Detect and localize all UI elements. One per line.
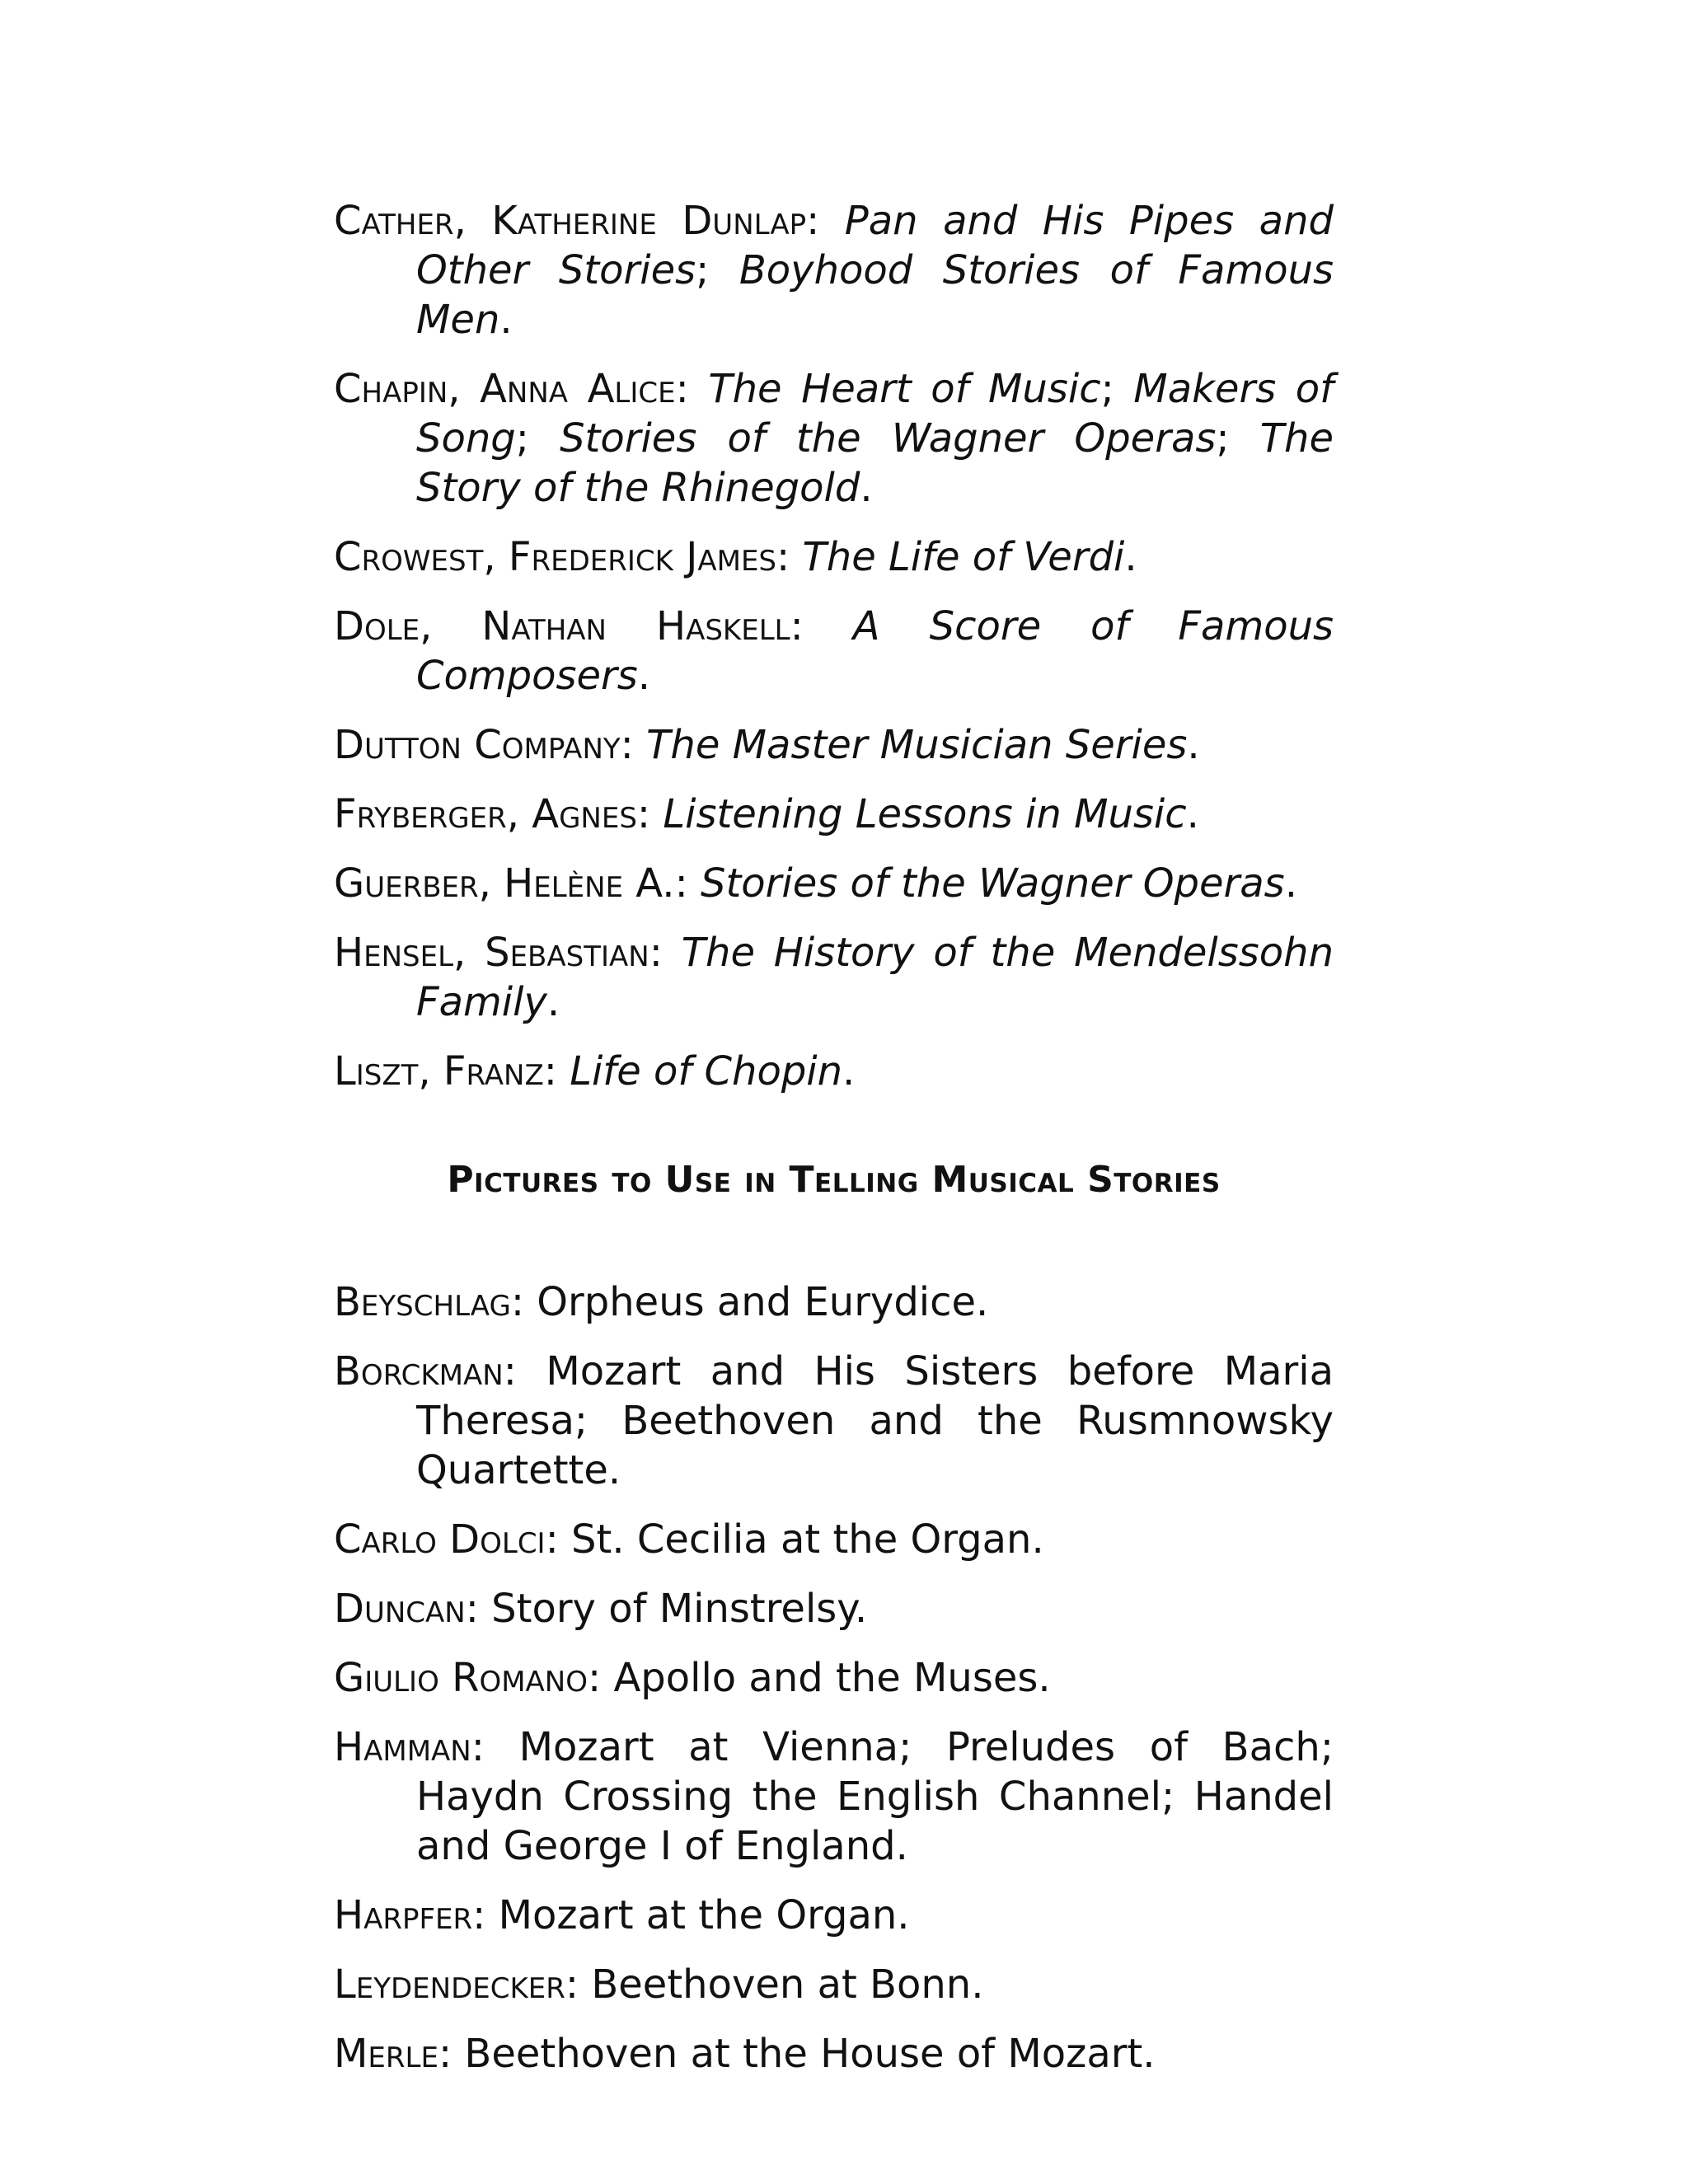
picture-list <box>334 1277 1334 2079</box>
author-name: Guerber, Helène A. <box>334 860 675 907</box>
book-entry: Cather, Katherine Dunlap: Pan and His Pipes and Other Stories; Boyhood Stories of Famous Men. <box>334 198 1334 343</box>
picture-title: Beethoven at Bonn. <box>591 1961 984 2008</box>
work-title: The Heart of Music <box>708 366 1101 412</box>
book-list <box>334 196 1334 1096</box>
artist-name: Beyschlag <box>334 1279 511 1325</box>
picture-title: Story of Minstrelsy. <box>491 1586 868 1632</box>
picture-title: Mozart at the Organ. <box>498 1892 910 1938</box>
picture-title: Mozart and His Sisters before Maria Theresa; Beethoven and the Rusmnowsky Quartette. <box>416 1348 1334 1493</box>
artist-name: Duncan <box>334 1586 466 1632</box>
work-title: Stories of the Wagner Operas <box>560 415 1217 462</box>
picture-entry: Merle: Beethoven at the House of Mozart. <box>334 2031 1156 2077</box>
picture-entry: Beyschlag: Orpheus and Eurydice. <box>334 1279 989 1325</box>
picture-title: Apollo and the Muses. <box>613 1655 1051 1701</box>
author-name: Hensel, Sebastian <box>334 930 649 976</box>
picture-entry: Carlo Dolci: St. Cecilia at the Organ. <box>334 1516 1044 1563</box>
picture-entry: Harpfer: Mozart at the Organ. <box>334 1892 910 1938</box>
work-title: The Story of the Rhinegold <box>416 415 1334 511</box>
section-heading: Pictures to Use in Telling Musical Stories <box>447 1159 1221 1201</box>
artist-name: Carlo Dolci <box>334 1516 546 1563</box>
work-title: Makers of Song <box>416 366 1334 462</box>
artist-name: Leydendecker <box>334 1961 565 2008</box>
work-title: Life of Chopin <box>570 1048 843 1094</box>
artist-name: Merle <box>334 2031 438 2077</box>
author-name: Dutton Company <box>334 722 621 768</box>
work-title: A Score of Famous Composers <box>416 603 1334 699</box>
book-entry: Guerber, Helène A.: Stories of the Wagner Operas. <box>334 860 1297 907</box>
work-title: The Master Musician Series <box>646 722 1188 768</box>
artist-name: Harpfer <box>334 1892 473 1938</box>
picture-entry: Leydendecker: Beethoven at Bonn. <box>334 1961 984 2008</box>
book-entry: Hensel, Sebastian: The History of the Mendelssohn Family. <box>334 930 1334 1025</box>
picture-title: St. Cecilia at the Organ. <box>571 1516 1044 1563</box>
author-name: Liszt, Franz <box>334 1048 544 1094</box>
author-name: Cather, Katherine Dunlap <box>334 198 807 244</box>
artist-name: Giulio Romano <box>334 1655 588 1701</box>
book-entry: Liszt, Franz: Life of Chopin. <box>334 1048 856 1094</box>
work-title: Boyhood Stories of Famous Men <box>416 247 1334 343</box>
artist-name: Borckman <box>334 1348 504 1394</box>
work-title: The Life of Verdi <box>802 534 1125 580</box>
document-page <box>334 196 1334 2098</box>
author-name: Crowest, Frederick James <box>334 534 777 580</box>
picture-entry: Duncan: Story of Minstrelsy. <box>334 1586 868 1632</box>
author-name: Chapin, Anna Alice <box>334 366 676 412</box>
picture-title: Beethoven at the House of Mozart. <box>464 2031 1156 2077</box>
artist-name: Hamman <box>334 1724 471 1770</box>
picture-entry: Hamman: Mozart at Vienna; Preludes of Bach; Haydn Crossing the English Channel; Handel and George I of England. <box>334 1724 1334 1869</box>
work-title: Listening Lessons in Music <box>663 791 1187 837</box>
work-title: Stories of the Wagner Operas <box>701 860 1285 907</box>
author-name: Fryberger, Agnes <box>334 791 637 837</box>
book-entry: Dutton Company: The Master Musician Series. <box>334 722 1200 768</box>
author-name: Dole, Nathan Haskell <box>334 603 790 649</box>
work-title: Pan and His Pipes and Other Stories <box>416 198 1334 293</box>
picture-entry: Borckman: Mozart and His Sisters before Maria Theresa; Beethoven and the Rusmnowsky Quartette. <box>334 1348 1334 1493</box>
work-title: The History of the Mendelssohn Family <box>416 930 1334 1025</box>
picture-title: Mozart at Vienna; Preludes of Bach; Haydn Crossing the English Channel; Handel and George I of England. <box>416 1724 1334 1869</box>
picture-title: Orpheus and Eurydice. <box>537 1279 989 1325</box>
book-entry: Dole, Nathan Haskell: A Score of Famous Composers. <box>334 603 1334 699</box>
picture-entry: Giulio Romano: Apollo and the Muses. <box>334 1655 1051 1701</box>
book-entry: Crowest, Frederick James: The Life of Verdi. <box>334 534 1137 580</box>
book-entry: Fryberger, Agnes: Listening Lessons in Music. <box>334 791 1199 837</box>
book-entry: Chapin, Anna Alice: The Heart of Music; Makers of Song; Stories of the Wagner Operas; The Story of the Rhinegold. <box>334 366 1334 511</box>
